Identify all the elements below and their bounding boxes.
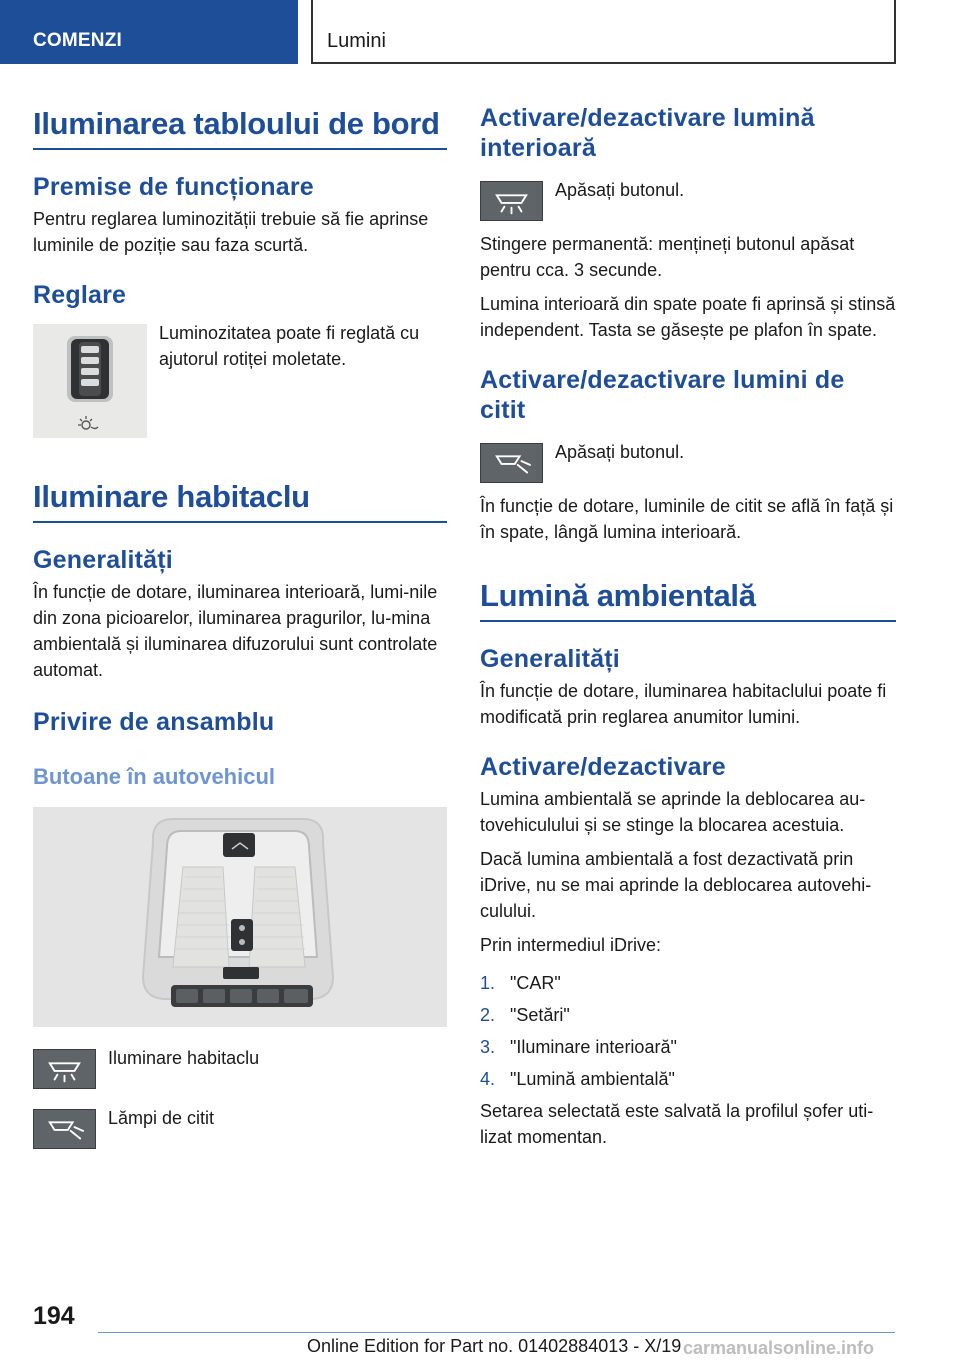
page-number: 194 [33, 1302, 75, 1330]
heading-overview: Privire de ansamblu [33, 708, 275, 736]
heading-reading-lights: Activare/dezactivare lumini de citit [480, 366, 845, 424]
idrive-steps [480, 970, 896, 1092]
heading-dashboard-lighting: Iluminarea tabloului de bord [33, 105, 447, 150]
legend-reading-text: Lămpi de citit [108, 1108, 215, 1128]
dome-light-icon [480, 181, 543, 221]
chapter-tab [311, 0, 896, 64]
watermark: carmanualsonline.info [683, 1338, 875, 1358]
text-rear-light: Lumina interioară din spate poate fi aprinsă și stinsă independent. Tasta se găsește pe plafon în spate. [480, 294, 896, 340]
text-via-idrive: Prin intermediul iDrive: [480, 935, 662, 955]
legend-row-cabin [33, 1049, 447, 1089]
legend-row-reading [33, 1109, 447, 1149]
heading-general-right: Generalități [480, 645, 620, 673]
list-item: 3. "Iluminare interioară" [480, 1037, 677, 1057]
list-item: 1. "CAR" [480, 973, 561, 993]
brightness-dial-icon [33, 324, 147, 438]
reading-light-icon [33, 1109, 96, 1149]
footer-divider [98, 1332, 895, 1333]
heading-adjust: Reglare [33, 281, 127, 309]
text-adjust: Luminozitatea poate fi reglată cu ajutorul rotiței moletate. [159, 323, 420, 369]
chapter-label: Lumini [327, 30, 386, 52]
reading-light-row [480, 443, 896, 483]
heading-interior-light: Activare/dezactivare lumină interioară [480, 104, 815, 162]
right-column [480, 100, 896, 1150]
text-general: În funcție de dotare, iluminarea interioară, lumi-nile din zona picioarelor, iluminarea pragurilor, lu-mina ambientală și iluminarea difuzorului sunt controlate automat. [33, 582, 438, 680]
text-prerequisites: Pentru reglarea luminozității trebuie să fie aprinse luminile de poziție sau faza scurtă. [33, 209, 429, 255]
adjust-row [33, 324, 447, 438]
text-unlock: Lumina ambientală se aprinde la deblocarea au-tovehiculului și se stinge la blocarea acestuia. [480, 789, 866, 835]
heading-buttons: Butoane în autovehicul [33, 764, 276, 789]
section-label: COMENZI [33, 30, 123, 51]
reading-light-icon [480, 443, 543, 483]
text-press-button-1: Apăsați butonul. [555, 180, 685, 200]
list-item: 2. "Setări" [480, 1005, 570, 1025]
dome-light-icon [33, 1049, 96, 1089]
heading-ambient-light: Lumină ambientală [480, 577, 896, 622]
text-reading-location: În funcție de dotare, luminile de citit se află în față și în spate, lângă lumina interioară. [480, 496, 894, 542]
heading-toggle: Activare/dezactivare [480, 753, 726, 781]
text-saved-profile: Setarea selectată este salvată la profilul șofer uti-lizat momentan. [480, 1101, 874, 1147]
overhead-console-image [33, 807, 447, 1027]
footer-edition: Online Edition for Part no. 01402884013 - X/19 [307, 1336, 682, 1356]
heading-general: Generalități [33, 546, 173, 574]
left-column [33, 100, 447, 1149]
section-tab [0, 0, 298, 64]
legend-cabin-text: Iluminare habitaclu [108, 1048, 260, 1068]
interior-light-row [480, 181, 896, 221]
heading-cabin-lighting: Iluminare habitaclu [33, 478, 447, 523]
heading-prerequisites: Premise de funcționare [33, 173, 314, 201]
text-general-right: În funcție de dotare, iluminarea habitaclului poate fi modificată prin reglarea anumitor lumini. [480, 681, 887, 727]
text-permanent-off: Stingere permanentă: mențineți butonul apăsat pentru cca. 3 secunde. [480, 234, 855, 280]
text-idrive: Dacă lumina ambientală a fost dezactivată prin iDrive, nu se mai aprinde la deblocarea autovehi-culului. [480, 849, 872, 921]
list-item: 4. "Lumină ambientală" [480, 1069, 675, 1089]
text-press-button-2: Apăsați butonul. [555, 442, 685, 462]
